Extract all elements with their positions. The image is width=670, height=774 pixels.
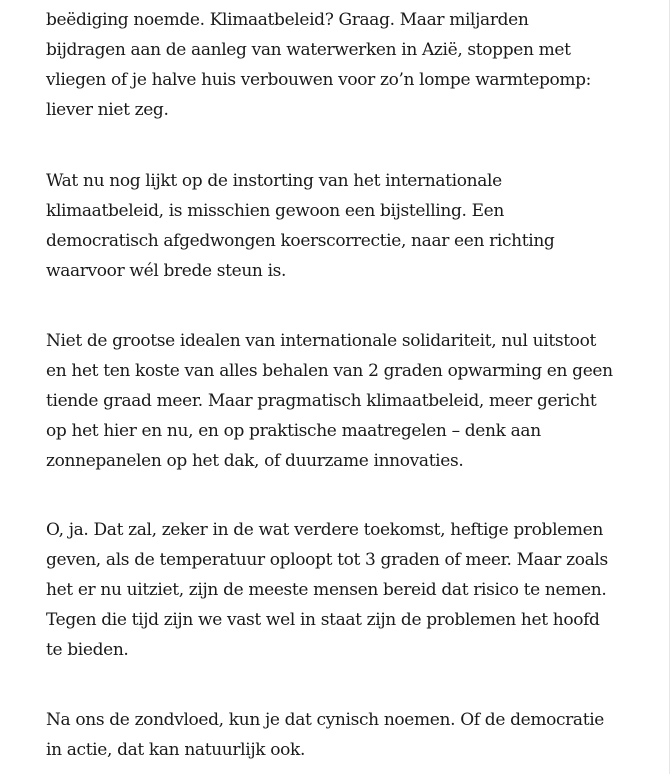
- text-line: vliegen of je halve huis verbouwen voor zo’n lompe warmtepomp:: [46, 70, 592, 90]
- text-line: zonnepanelen op het dak, of duurzame innovaties.: [46, 451, 464, 471]
- text-line: liever niet zeg.: [46, 100, 169, 120]
- text-line: klimaatbeleid, is misschien gewoon een bijstelling. Een: [46, 201, 504, 221]
- text-line: het er nu uitziet, zijn de meeste mensen bereid dat risico te nemen.: [46, 580, 607, 600]
- text-line: O, ja. Dat zal, zeker in de wat verdere toekomst, heftige problemen: [46, 520, 603, 540]
- text-line: in actie, dat kan natuurlijk ook.: [46, 740, 306, 760]
- text-line: bijdragen aan de aanleg van waterwerken in Azië, stoppen met: [46, 40, 571, 60]
- text-line: beëdiging noemde. Klimaatbeleid? Graag. Maar miljarden: [46, 10, 529, 30]
- text-line: geven, als de temperatuur oploopt tot 3 graden of meer. Maar zoals: [46, 550, 608, 570]
- text-line: Na ons de zondvloed, kun je dat cynisch noemen. Of de democratie: [46, 710, 604, 730]
- text-line: democratisch afgedwongen koerscorrectie, naar een richting: [46, 231, 555, 251]
- text-line: tiende graad meer. Maar pragmatisch klimaatbeleid, meer gericht: [46, 391, 597, 411]
- text-line: op het hier en nu, en op praktische maatregelen – denk aan: [46, 421, 541, 441]
- text-line: Tegen die tijd zijn we vast wel in staat zijn de problemen het hoofd: [46, 610, 600, 630]
- text-line: Niet de grootse idealen van internationale solidariteit, nul uitstoot: [46, 331, 596, 351]
- text-line: Wat nu nog lijkt op de instorting van het internationale: [46, 171, 502, 191]
- text-line: te bieden.: [46, 640, 129, 660]
- text-line: en het ten koste van alles behalen van 2 graden opwarming en geen: [46, 361, 613, 381]
- text-line: waarvoor wél brede steun is.: [46, 261, 287, 281]
